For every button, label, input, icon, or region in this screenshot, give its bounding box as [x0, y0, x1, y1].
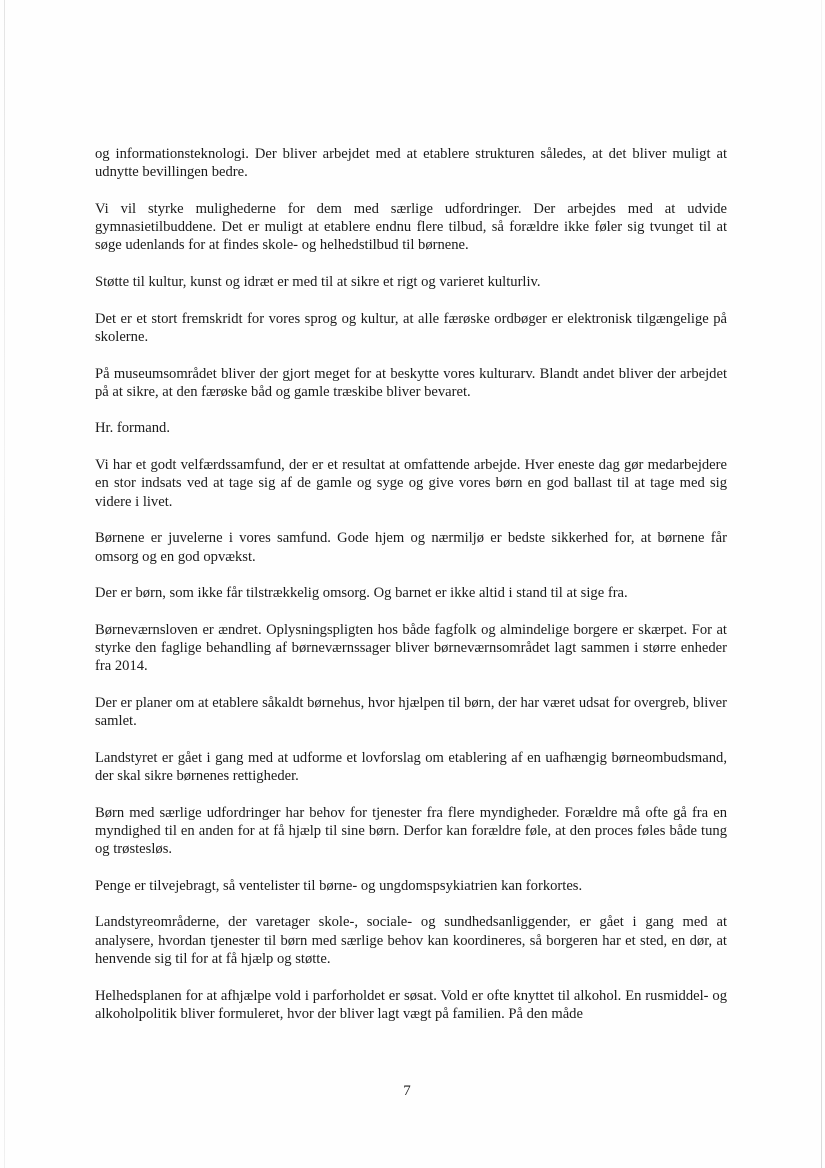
- paragraph: Støtte til kultur, kunst og idræt er med til at sikre et rigt og varieret kulturliv.: [95, 274, 541, 291]
- paragraph: På museumsområdet bliver der gjort meget for at beskytte vores kulturarv. Blandt andet bliver der arbejdet på at sikre, at den færøske båd og gamle træskibe bliver bevaret.: [95, 365, 727, 400]
- paragraph: Penge er tilvejebragt, så ventelister til børne- og ungdomspsykiatrien kan forkortes.: [95, 877, 583, 894]
- body-text: [95, 145, 727, 1042]
- paragraph: Landstyreområderne, der varetager skole-, sociale- og sundhedsanliggender, er gået i gang med at analysere, hvordan tjenester til børn med særlige behov kan koordineres, så borgeren har et sted, en dør, at henvende sig til for at få hjælp og støtte.: [95, 914, 727, 968]
- paragraph: Det er et stort fremskridt for vores sprog og kultur, at alle færøske ordbøger er elektronisk tilgængelige på skolerne.: [95, 310, 727, 345]
- page-number: 7: [403, 1083, 411, 1099]
- paragraph: Der er børn, som ikke får tilstrækkelig omsorg. Og barnet er ikke altid i stand til at sige fra.: [95, 585, 628, 602]
- paragraph: Landstyret er gået i gang med at udforme et lovforslag om etablering af en uafhængig børneombudsmand, der skal sikre børnenes rettigheder.: [95, 749, 727, 785]
- scan-left-edge: [4, 0, 5, 1168]
- scan-right-edge: [821, 0, 822, 1168]
- paragraph: Børnene er juvelerne i vores samfund. Gode hjem og nærmiljø er bedste sikkerhed for, at børnene får omsorg og en god opvækst.: [95, 530, 727, 565]
- paragraph: Vi har et godt velfærdssamfund, der er et resultat at omfattende arbejde. Hver eneste dag gør medarbejdere en stor indsats ved at tage sig af de gamle og syge og give vores børn en god ballast til at tage med sig videre i livet.: [95, 457, 727, 510]
- paragraph: Vi vil styrke mulighederne for dem med særlige udfordringer. Der arbejdes med at udvide gymnasietilbuddene. Det er muligt at etablere endnu flere tilbud, så forældre ikke føler sig tvunget til at søge udenlands for at findes skole- og helhedstilbud til børnene.: [95, 200, 727, 254]
- paragraph: Hr. formand.: [95, 420, 170, 437]
- paragraph: Helhedsplanen for at afhjælpe vold i parforholdet er søsat. Vold er ofte knyttet til alkohol. En rusmiddel- og alkoholpolitik bliver formuleret, hvor der bliver lagt vægt på familien. På den måde: [95, 987, 727, 1022]
- paragraph: Der er planer om at etablere såkaldt børnehus, hvor hjælpen til børn, der har været udsat for overgreb, bliver samlet.: [95, 694, 727, 730]
- paragraph: Børn med særlige udfordringer har behov for tjenester fra flere myndigheder. Forældre må ofte gå fra en myndighed til en anden for at få hjælp til sine børn. Derfor kan forældre føle, at den proces føles både tung og trøstesløs.: [95, 804, 727, 858]
- paragraph: og informationsteknologi. Der bliver arbejdet med at etablere strukturen således, at det bliver muligt at udnytte bevillingen bedre.: [95, 146, 727, 181]
- paragraph: Børneværnsloven er ændret. Oplysningspligten hos både fagfolk og almindelige borgere er skærpet. For at styrke den faglige behandling af børneværnssager bliver børneværnsområdet lagt sammen i større enheder fra 2014.: [95, 621, 727, 675]
